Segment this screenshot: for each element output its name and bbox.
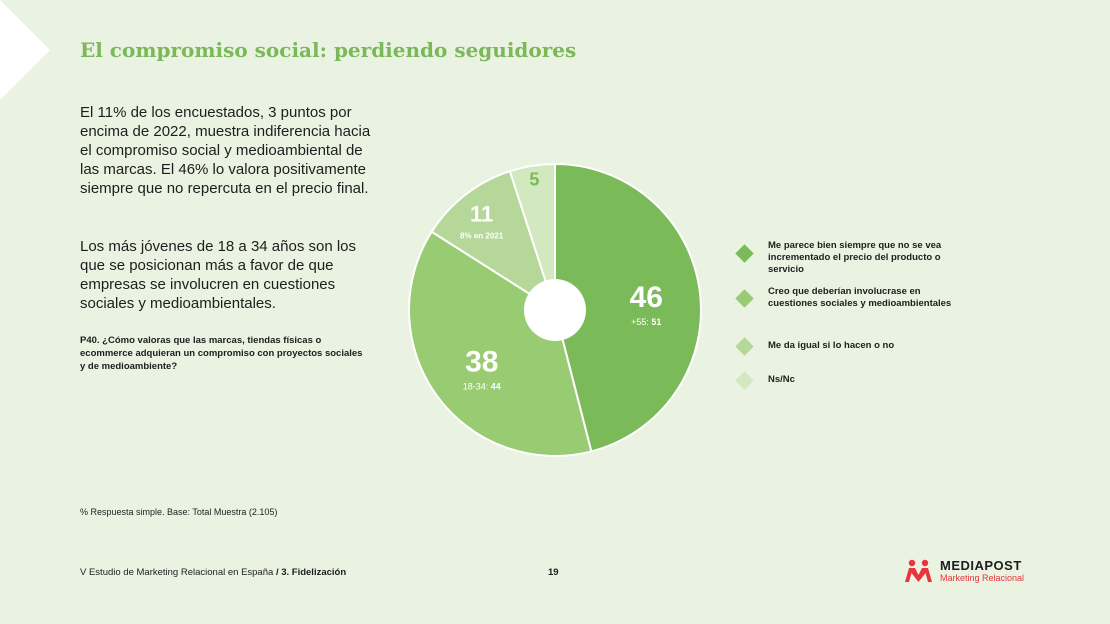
legend-label: Me da igual si lo hacen o no <box>768 340 895 351</box>
slice-note-label: +55: 51 <box>631 316 662 327</box>
legend-label: Me parece bien siempre que no se vea incrementado el precio del producto o servicio <box>768 240 942 275</box>
footer-section: / 3. Fidelización <box>275 567 347 578</box>
footer-study-name: V Estudio de Marketing Relacional en España <box>80 567 274 578</box>
page-number: 19 <box>548 567 559 578</box>
legend-diamond-icon <box>735 244 753 262</box>
legend-label: Ns/Nc <box>768 374 795 385</box>
footer-study <box>80 567 346 578</box>
legend-diamond-icon <box>735 337 753 355</box>
slice-value-label: 38 <box>465 345 499 379</box>
slice-note-label: 18-34: 44 <box>462 381 501 392</box>
survey-question: P40. ¿Cómo valoras que las marcas, tiendas físicas o ecommerce adquieran un compromiso con proyectos sociales y de medioambiente? <box>80 335 363 372</box>
slice-note-label: 8% en 2021 <box>460 231 504 241</box>
intro-paragraph-1: El 11% de los encuestados, 3 puntos por encima de 2022, muestra indiferencia hacia el compromiso social y medioambiental de las marcas. El 46% lo valora positivamente siempre que no repercuta en el precio final. <box>80 104 371 197</box>
brand-name: MEDIAPOST <box>940 558 1022 573</box>
intro-paragraph-2: Los más jóvenes de 18 a 34 años son los que se posicionan más a favor de que empresas se involucren en cuestiones sociales y medioambientales. <box>80 238 357 312</box>
brand-tagline: Marketing Relacional <box>940 573 1025 583</box>
donut-chart <box>400 155 720 475</box>
brand-logo <box>904 557 1044 587</box>
page-title: El compromiso social: perdiendo seguidores <box>80 38 577 62</box>
footnote: % Respuesta simple. Base: Total Muestra (2.105) <box>80 507 278 517</box>
legend-label: Creo que deberían involucrase en cuestiones sociales y medioambientales <box>768 286 952 309</box>
slice-value-label: 46 <box>629 280 663 314</box>
legend-diamond-icon <box>735 371 753 389</box>
corner-arrow-decoration <box>0 0 50 100</box>
logo-people-icon <box>904 559 934 583</box>
donut-hole <box>524 279 586 341</box>
slice-value-label: 5 <box>529 169 540 190</box>
slice-value-label: 11 <box>469 201 494 227</box>
legend-diamond-icon <box>735 289 753 307</box>
